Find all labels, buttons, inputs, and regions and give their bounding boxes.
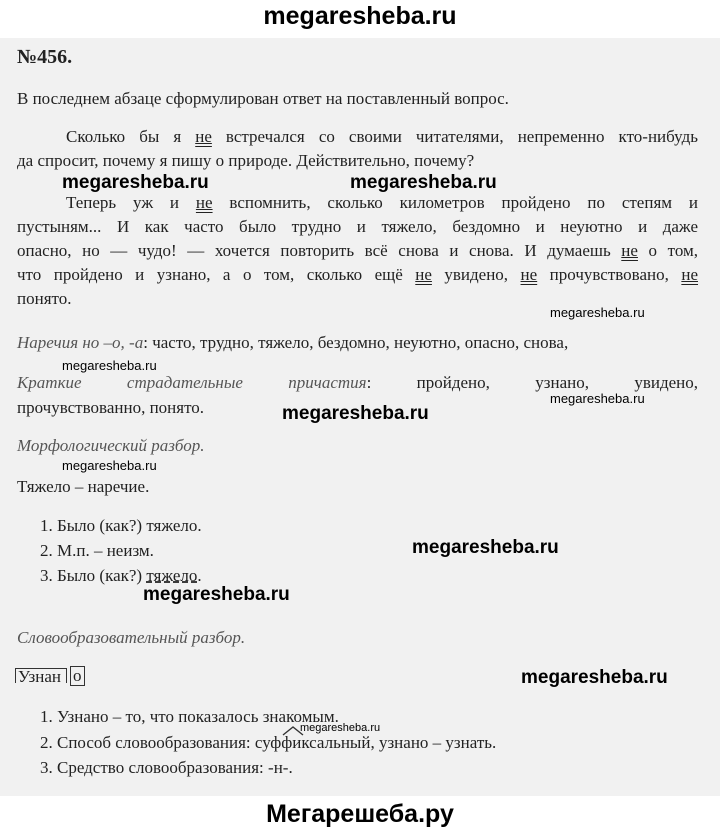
task-number: №456. [17, 46, 73, 68]
wordform-item: 1. Узнано – то, что показалось знакомым. [40, 707, 339, 726]
particle-ne: не [621, 241, 638, 260]
particle-ne: не [415, 265, 432, 284]
morph-item: 3. Было (как?) тяжело. [40, 566, 202, 585]
wordform-title: Словообразовательный разбор. [17, 628, 246, 647]
watermark: megaresheba.ru [62, 172, 209, 193]
excerpt-line: что пройдено и узнано, а о том, сколько ещё не увидено, не прочувствовано, не [17, 265, 699, 284]
watermark: megaresheba.ru [521, 667, 668, 688]
excerpt-line: Сколько бы я не встречался со своими читателями, непременно кто-нибудь [66, 127, 698, 146]
excerpt-line: да спросит, почему я пишу о природе. Действительно, почему? [17, 151, 475, 170]
morph-item: 1. Было (как?) тяжело. [40, 516, 202, 535]
watermark: megaresheba.ru [282, 403, 429, 424]
adverbs-line: Наречия но –о, -а: часто, трудно, тяжело, бездомно, неуютно, опасно, снова, [17, 333, 569, 352]
watermark: megaresheba.ru [62, 458, 157, 473]
watermark: megaresheba.ru [300, 722, 381, 734]
excerpt-line: понято. [17, 289, 72, 308]
watermark: megaresheba.ru [412, 537, 559, 558]
participles-line-2: прочувствованно, понято. [17, 398, 205, 417]
watermark: megaresheba.ru [550, 305, 645, 320]
particle-ne: не [681, 265, 699, 284]
watermark: megaresheba.ru [550, 391, 645, 406]
excerpt-line: пустыням... И как часто было трудно и тяжело, бездомно и неуютно и даже [17, 217, 698, 236]
wordform-item: 3. Средство словообразования: -н-. [40, 758, 293, 777]
participles-line: Краткие страдательные причастия: пройдено, узнано, увидено, [17, 373, 698, 392]
answer-sentence: В последнем абзаце сформулирован ответ на поставленный вопрос. [17, 89, 509, 108]
wordform-ending: о [70, 666, 85, 686]
wordform-item: 2. Способ словообразования: суффиксальный, узнано – узнать. [40, 733, 497, 752]
particle-ne: не [195, 193, 213, 212]
wordform-stem: Узнан [18, 667, 61, 686]
morph-title: Морфологический разбор. [17, 436, 205, 455]
morph-item: 2. М.п. – неизм. [40, 541, 154, 560]
excerpt-line: опасно, но — чудо! — хочется повторить всё снова и снова. И думаешь не о том, [17, 241, 699, 260]
particle-ne: не [520, 265, 538, 284]
watermark: megaresheba.ru [350, 172, 497, 193]
watermark: megaresheba.ru [143, 584, 290, 605]
site-header: megaresheba.ru [263, 2, 457, 30]
watermark: megaresheba.ru [62, 358, 157, 373]
excerpt-line: Теперь уж и не вспомнить, сколько километров пройдено по степям и [66, 193, 698, 212]
particle-ne: не [195, 127, 212, 146]
site-footer: Мегарешеба.ру [266, 800, 454, 828]
morph-word: Тяжело – наречие. [17, 477, 150, 496]
